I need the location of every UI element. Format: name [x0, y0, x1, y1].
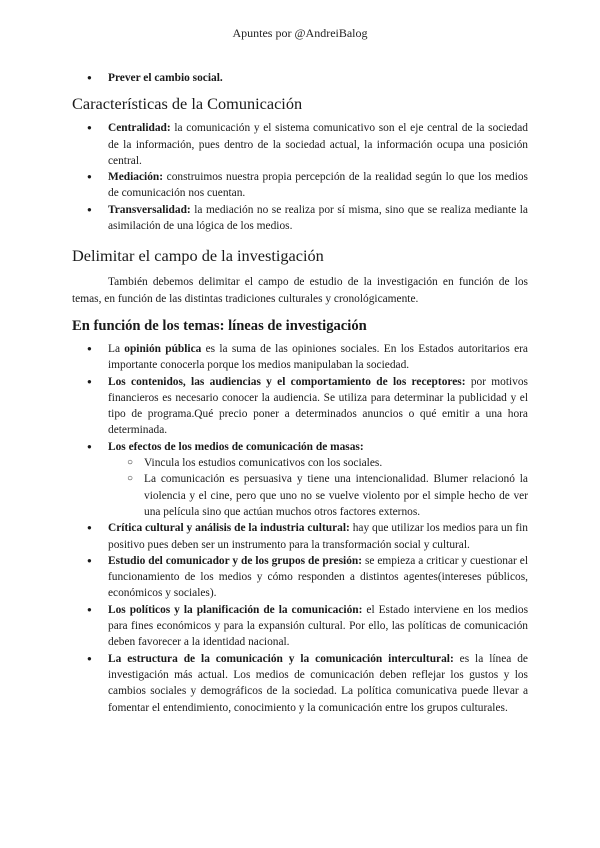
page-header: Apuntes por @AndreiBalog [232, 26, 368, 40]
definition: la comunicación y el sistema comunicativo son el eje central de la sociedad de la información, pues dentro de la sociedad actual, la información ocupa una posición central. [108, 122, 528, 167]
term: Los políticos y la planificación de la comunicación: [108, 603, 363, 616]
definition: hay que utilizar los medios para un fin positivo pues deben ser un instrumento para la transformación social y cultural. [108, 522, 528, 551]
list-item [72, 651, 528, 716]
list-item [72, 341, 528, 374]
paragraph: También debemos delimitar el campo de estudio de la investigación en función de los temas, en función de las distintas tradiciones culturales y cronológicamente. [72, 276, 528, 305]
list-item [72, 169, 528, 202]
list-item [72, 553, 528, 602]
sub-list [108, 455, 528, 520]
definition: es la línea de investigación más actual. Los medios de comunicación deben reflejar los gustos y los cambios sociales y demográficos de la sociedad. La política comunicativa puede llevar a fomentar el entendimiento, conocimiento y la comunicación entre los grupos culturales. [108, 652, 528, 714]
term: Mediación: [108, 171, 164, 184]
list-item [72, 374, 528, 439]
definition: es la suma de las opiniones sociales. En los Estados autoritarios era importante conocerla porque los medios manipulaban la sociedad. [108, 342, 528, 372]
section-heading-delimitar: Delimitar el campo de la investigación [72, 246, 324, 266]
definition: por motivos financieros es necesario conocer la audiencia. Se utiliza para determinar la publicidad y el tipo de programa.Qué precio poner a determinados anuncios o qué emitir a una hora determinada. [108, 375, 528, 437]
term: La estructura de la comunicación y la comunicación intercultural: [108, 652, 454, 665]
lead-text: La [108, 342, 125, 355]
section-heading-caracteristicas: Características de la Comunicación [72, 94, 303, 114]
list-item [72, 602, 528, 651]
definition: la mediación no se realiza por sí misma, sino que se realiza mediante la asimilación de una lógica de los medios. [108, 203, 528, 233]
list-item [72, 202, 528, 235]
temas-list [72, 341, 528, 716]
bold-text: Prever el cambio social. [108, 72, 223, 84]
definition: el Estado interviene en los medios para fines económicos y para la expansión cultural. Por ello, las políticas de comunicación deben favorecer a la identidad nacional. [108, 603, 529, 649]
term: Centralidad: [108, 122, 171, 135]
definition: construimos nuestra propia percepción de la realidad según lo que los medios de comunicación nos cuentan. [108, 171, 528, 200]
section-heading-temas: En función de los temas: líneas de investigación [72, 317, 367, 334]
list-item [72, 70, 528, 86]
sub-list-item: ○ La comunicación es persuasiva y tiene una intencionalidad. Blumer relacionó la violencia y el cine, pero que uno no se vuelve violento por el simple hecho de ver una película sino que actúan muchos otros factores externos. [108, 471, 528, 520]
term: Estudio del comunicador y de los grupos de presión: [108, 554, 363, 567]
list-item [72, 520, 528, 553]
term: Los efectos de los medios de comunicación de masas: [108, 440, 364, 453]
sub-list-item: ○ Vincula los estudios comunicativos con los sociales. [108, 455, 528, 471]
document-body [72, 70, 528, 716]
definition: se empieza a criticar y cuestionar el funcionamiento de los medios y cómo responden a distintos agentes(intereses públicos, económicos y sociales). [108, 554, 528, 600]
caracteristicas-list [72, 120, 528, 234]
term: Transversalidad: [108, 203, 191, 216]
term: opinión pública [124, 342, 202, 355]
term: Crítica cultural y análisis de la industria cultural: [108, 522, 350, 535]
top-bullet-list [72, 70, 528, 86]
term: Los contenidos, las audiencias y el comportamiento de los receptores: [108, 375, 466, 388]
list-item [72, 120, 528, 169]
list-item [72, 439, 528, 520]
